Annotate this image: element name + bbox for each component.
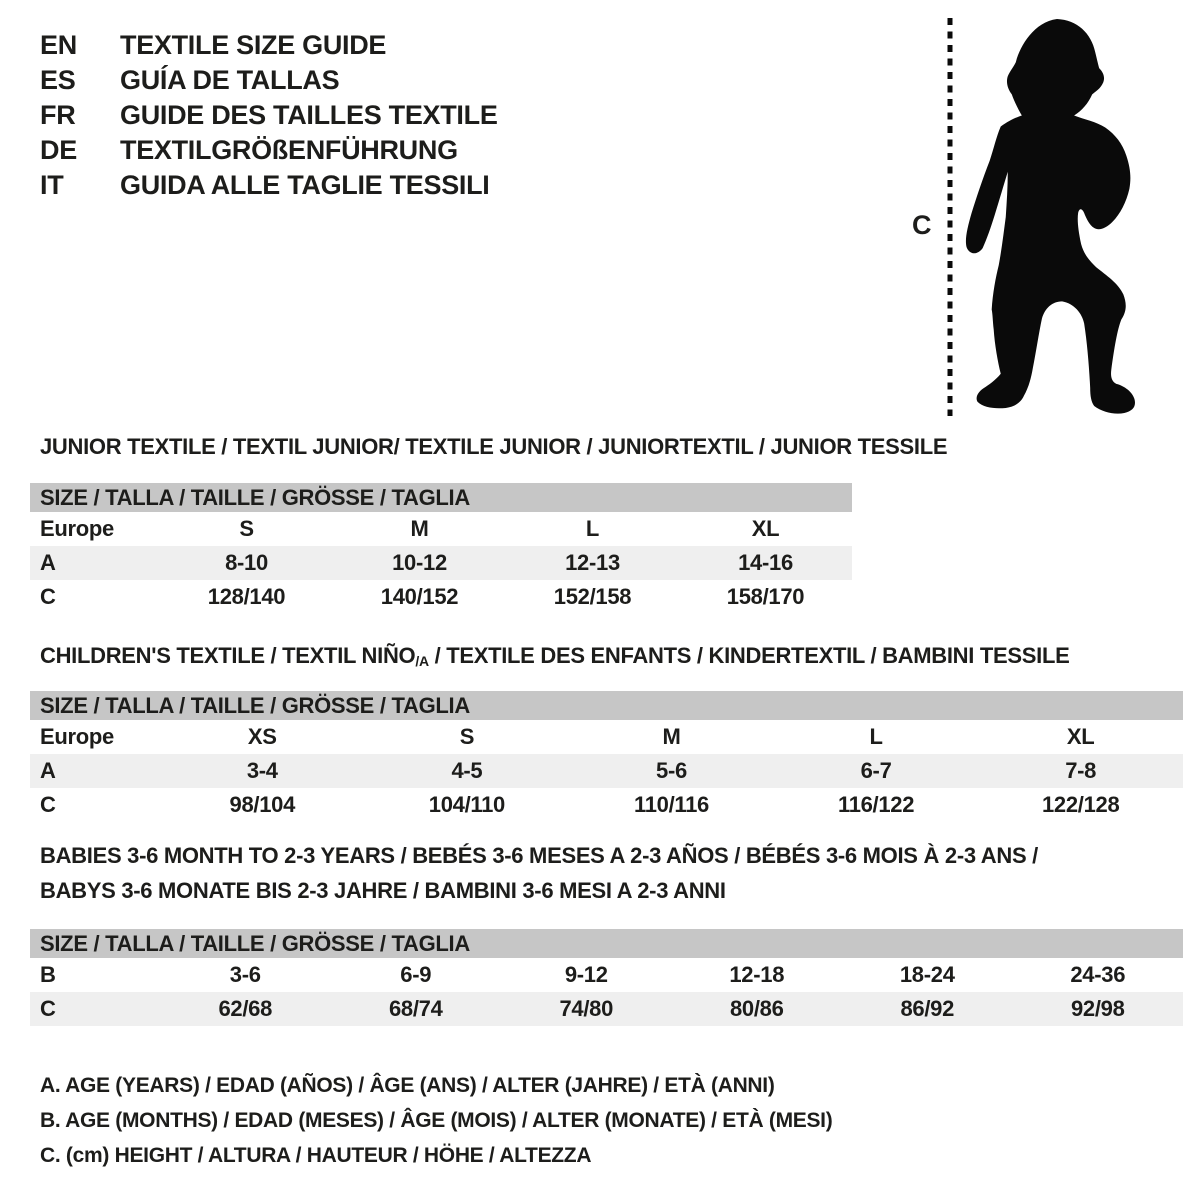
age-cell: 14-16 [738,550,793,575]
age-cell: 12-18 [729,962,785,987]
height-cell: 158/170 [726,584,805,609]
height-cell: 122/128 [1041,792,1120,817]
baby-silhouette [962,16,1146,418]
age-cell: 3-6 [229,962,261,987]
row-label: C [40,792,56,817]
height-cell: 116/122 [837,792,915,817]
table-row [30,958,1183,992]
age-cell: 7-8 [1065,758,1097,783]
baby-silhouette-icon [962,16,1146,418]
children-size-table [30,691,1183,822]
height-cell: 80/86 [729,996,784,1021]
language-row-en [40,28,498,63]
language-row-es [40,63,498,98]
language-title: GUÍA DE TALLAS [120,65,340,95]
row-label: A [40,758,56,783]
junior-section-title: JUNIOR TEXTILE / TEXTIL JUNIOR/ TEXTILE JUNIOR / JUNIORTEXTIL / JUNIOR TESSILE [40,434,948,459]
size-cell: M [662,724,681,749]
table-row [30,992,1183,1026]
age-cell: 10-12 [392,550,447,575]
language-title-list [40,28,498,203]
size-cell: S [239,516,254,541]
table-row [30,720,1183,754]
height-cell: 74/80 [559,996,614,1021]
language-code: ES [40,65,76,95]
height-cell: 98/104 [229,792,296,817]
age-cell: 4-5 [451,758,483,783]
table-row [30,754,1183,788]
height-cell: 140/152 [380,584,459,609]
table-header-row: SIZE / TALLA / TAILLE / GRÖSSE / TAGLIA [30,691,1183,720]
table-row [30,788,1183,822]
row-label: C [40,584,56,609]
dashed-line-icon [946,16,954,418]
junior-size-table [30,483,852,614]
size-cell: XL [1066,724,1095,749]
language-code: FR [40,100,76,130]
height-cell: 62/68 [218,996,273,1021]
height-cell: 152/158 [553,584,632,609]
age-cell: 24-36 [1070,962,1126,987]
language-title: TEXTILGRÖßENFÜHRUNG [120,135,458,165]
table-header-row: SIZE / TALLA / TAILLE / GRÖSSE / TAGLIA [30,483,852,512]
height-cell: 128/140 [207,584,286,609]
row-label: B [40,962,56,987]
age-cell: 6-9 [400,962,432,987]
language-title: GUIDE DES TAILLES TEXTILE [120,100,498,130]
age-cell: 8-10 [225,550,268,575]
legend-note-b: B. AGE (MONTHS) / EDAD (MESES) / ÂGE (MOIS) / ALTER (MONATE) / ETÀ (MESI) [40,1109,833,1132]
height-cell: 68/74 [388,996,443,1021]
age-cell: 12-13 [565,550,620,575]
children-title-part1: CHILDREN'S TEXTILE / TEXTIL NIÑO [40,643,416,668]
language-code: EN [40,30,77,60]
language-row-de [40,133,498,168]
row-label: Europe [40,724,114,749]
table-row [30,512,852,546]
size-cell: XL [751,516,780,541]
age-cell: 5-6 [656,758,687,783]
children-section-title [40,643,1069,669]
height-cell: 86/92 [900,996,955,1021]
size-cell: XS [247,724,277,749]
children-title-part2: / TEXTILE DES ENFANTS / KINDERTEXTIL / BAMBINI TESSILE [428,643,1070,668]
babies-section-title-line2: BABYS 3-6 MONATE BIS 2-3 JAHRE / BAMBINI 3-6 MESI A 2-3 ANNI [40,878,726,903]
height-measure-label: C [912,210,932,240]
table-header-row: SIZE / TALLA / TAILLE / GRÖSSE / TAGLIA [30,929,1183,958]
language-title: TEXTILE SIZE GUIDE [120,30,387,60]
language-title: GUIDA ALLE TAGLIE TESSILI [120,170,490,200]
language-row-it [40,168,498,203]
age-cell: 6-7 [860,758,892,783]
age-cell: 9-12 [564,962,608,987]
legend-note-c: C. (cm) HEIGHT / ALTURA / HAUTEUR / HÖHE / ALTEZZA [40,1144,592,1167]
size-cell: L [869,724,883,749]
row-label: Europe [40,516,114,541]
height-cell: 92/98 [1070,996,1125,1021]
children-title-subscript: /A [415,653,429,669]
age-cell: 3-4 [246,758,278,783]
age-cell: 18-24 [899,962,955,987]
legend-note-a: A. AGE (YEARS) / EDAD (AÑOS) / ÂGE (ANS) / ALTER (JAHRE) / ETÀ (ANNI) [40,1074,775,1097]
language-row-fr [40,98,498,133]
language-code: DE [40,135,77,165]
babies-section-title-line1: BABIES 3-6 MONTH TO 2-3 YEARS / BEBÉS 3-6 MESES A 2-3 AÑOS / BÉBÉS 3-6 MOIS À 2-3 ANS / [40,843,1038,868]
babies-size-table [30,929,1183,1026]
size-cell: M [410,516,429,541]
row-label: C [40,996,56,1021]
table-row [30,546,852,580]
language-code: IT [40,170,64,200]
height-cell: 104/110 [428,792,505,817]
table-row [30,580,852,614]
size-cell: L [585,516,600,541]
height-cell: 110/116 [633,792,709,817]
row-label: A [40,550,56,575]
size-cell: S [459,724,475,749]
dashed-measure-line [946,16,954,418]
